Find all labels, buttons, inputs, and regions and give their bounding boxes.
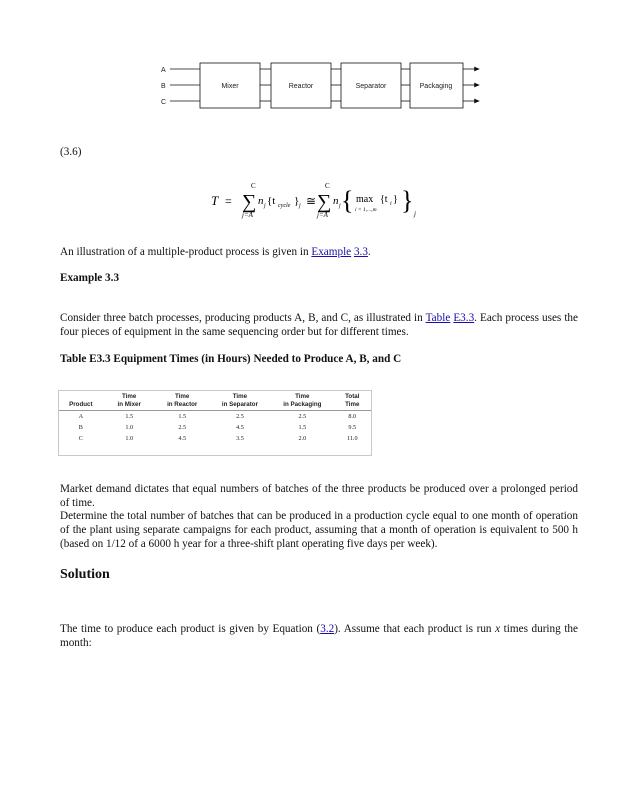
cell-reactor: 1.5 bbox=[178, 412, 187, 420]
p4-end: times during the month: bbox=[60, 623, 578, 649]
table-row bbox=[59, 433, 371, 444]
header-text: in Separator bbox=[221, 400, 258, 408]
equation-number: (3.6) bbox=[60, 146, 82, 158]
cell-total: 8.0 bbox=[348, 412, 357, 420]
table-header-row bbox=[59, 391, 371, 411]
p4-text: The time to produce each product is given by Equation ( bbox=[60, 623, 321, 635]
eq-cycle: cycle bbox=[278, 203, 291, 209]
cell-mixer: 1.0 bbox=[125, 434, 134, 442]
example-link[interactable]: Example bbox=[311, 246, 352, 258]
header-text: Total bbox=[345, 393, 360, 400]
eq-outer-sub: j bbox=[299, 203, 301, 209]
eq-max-sub: i = 1,...,m bbox=[355, 207, 377, 213]
eq-sum1-lower: j=A bbox=[242, 211, 253, 219]
p4-text-mid: ). Assume that each product is run bbox=[334, 623, 496, 635]
table-row bbox=[59, 422, 371, 433]
header-reactor bbox=[156, 391, 209, 411]
table-link[interactable]: Table bbox=[425, 312, 451, 324]
eq-n2-sub: j bbox=[339, 203, 341, 209]
eq-lhs: T bbox=[211, 193, 219, 208]
cell-separator: 3.5 bbox=[236, 434, 244, 442]
eq-n2: n bbox=[333, 195, 339, 207]
variable-x: x bbox=[495, 623, 501, 635]
table-row bbox=[59, 411, 371, 423]
cell-product: C bbox=[78, 434, 83, 442]
cell-mixer: 1.5 bbox=[125, 412, 134, 420]
cell-reactor: 4.5 bbox=[178, 434, 187, 442]
solution-heading: Solution bbox=[60, 567, 110, 582]
eq-brace-sub: j bbox=[414, 210, 416, 218]
eq-sum2-sigma: ∑ bbox=[317, 191, 332, 213]
cell-reactor: 2.5 bbox=[178, 423, 187, 431]
header-mixer bbox=[103, 391, 156, 411]
eq-sum1-sigma: ∑ bbox=[242, 191, 257, 213]
eq-approx: ≅ bbox=[306, 194, 317, 208]
cell-total: 11.0 bbox=[346, 434, 358, 442]
eq-big-left-brace: { bbox=[341, 186, 354, 215]
cell-packaging: 2.5 bbox=[298, 412, 307, 420]
intro-paragraph bbox=[60, 245, 580, 259]
header-text: Time bbox=[175, 393, 190, 400]
intro-end: . bbox=[367, 246, 371, 258]
cell-product: A bbox=[78, 412, 84, 420]
p1-text: Consider three batch processes, producing products A, B, and C, as illustrated in bbox=[60, 312, 426, 324]
header-text: in Reactor bbox=[167, 400, 198, 408]
paragraph-market-demand: Market demand dictates that equal numbers of batches of the three products be produced over a prolonged period of time. bbox=[60, 483, 578, 509]
paragraph-time-to-produce bbox=[60, 622, 578, 650]
cell-separator: 4.5 bbox=[236, 423, 244, 431]
process-flow-diagram bbox=[155, 58, 485, 113]
eq-sum2-upper: C bbox=[325, 182, 330, 190]
paragraph-determine: Determine the total number of batches that can be produced in a production cycle equal to one month of operation of the plant using separate campaigns for each product, assuming that a month of operation is equivalent to 500 h (based on 1/12 of a 6000 h year for a three-shift plant operating five days per week). bbox=[60, 510, 578, 550]
eq-t1-close: } bbox=[294, 195, 300, 207]
eq-t1: {t bbox=[267, 195, 276, 207]
unit-label-reactor: Reactor bbox=[288, 83, 314, 90]
header-text: Product bbox=[69, 400, 93, 408]
eq-ti-sub: i bbox=[390, 201, 392, 207]
header-text: in Packaging bbox=[283, 400, 322, 408]
eq-sum2-lower: j=A bbox=[317, 211, 328, 219]
header-total bbox=[334, 391, 371, 411]
unit-label-separator: Separator bbox=[355, 83, 387, 90]
unit-label-mixer: Mixer bbox=[221, 83, 239, 90]
eq-n1-sub: j bbox=[264, 203, 266, 209]
cell-mixer: 1.0 bbox=[125, 423, 134, 431]
equation-3-6 bbox=[205, 180, 435, 224]
header-product bbox=[59, 391, 103, 411]
intro-text: An illustration of a multiple-product process is given in bbox=[60, 246, 312, 258]
example-heading: Example 3.3 bbox=[60, 272, 120, 284]
eq-big-right-brace: } bbox=[401, 186, 414, 215]
input-label-c: C bbox=[161, 99, 167, 106]
header-text: Time bbox=[345, 400, 360, 408]
unit-label-packaging: Packaging bbox=[419, 83, 453, 90]
paragraph-consider bbox=[60, 311, 578, 339]
cell-total: 9.5 bbox=[348, 423, 357, 431]
eq-ti: {t bbox=[380, 194, 388, 205]
table-number-link[interactable]: E3.3 bbox=[453, 312, 475, 324]
cell-packaging: 1.5 bbox=[298, 423, 307, 431]
cell-packaging: 2.0 bbox=[298, 434, 307, 442]
header-text: Time bbox=[122, 393, 137, 400]
eq-ti-close: } bbox=[393, 194, 398, 205]
example-number-link[interactable]: 3.3 bbox=[353, 246, 368, 258]
header-text: in Mixer bbox=[117, 400, 141, 408]
equipment-times-table bbox=[58, 390, 372, 456]
cell-product: B bbox=[78, 423, 83, 431]
p1-end: . Each process uses the four pieces of equipment in the same sequencing order but for different times. bbox=[60, 312, 578, 338]
eq-max: max bbox=[356, 194, 374, 205]
table-caption: Table E3.3 Equipment Times (in Hours) Needed to Produce A, B, and C bbox=[60, 353, 402, 365]
eq-equals: = bbox=[225, 194, 232, 208]
equation-link[interactable]: 3.2 bbox=[320, 623, 335, 635]
header-text: Time bbox=[295, 393, 310, 400]
header-separator bbox=[209, 391, 271, 411]
input-label-a: A bbox=[161, 67, 166, 74]
cell-separator: 2.5 bbox=[236, 412, 244, 420]
eq-n1: n bbox=[258, 195, 264, 207]
header-packaging bbox=[271, 391, 333, 411]
input-label-b: B bbox=[161, 83, 166, 90]
eq-sum1-upper: C bbox=[251, 182, 256, 190]
header-text: Time bbox=[232, 393, 248, 400]
